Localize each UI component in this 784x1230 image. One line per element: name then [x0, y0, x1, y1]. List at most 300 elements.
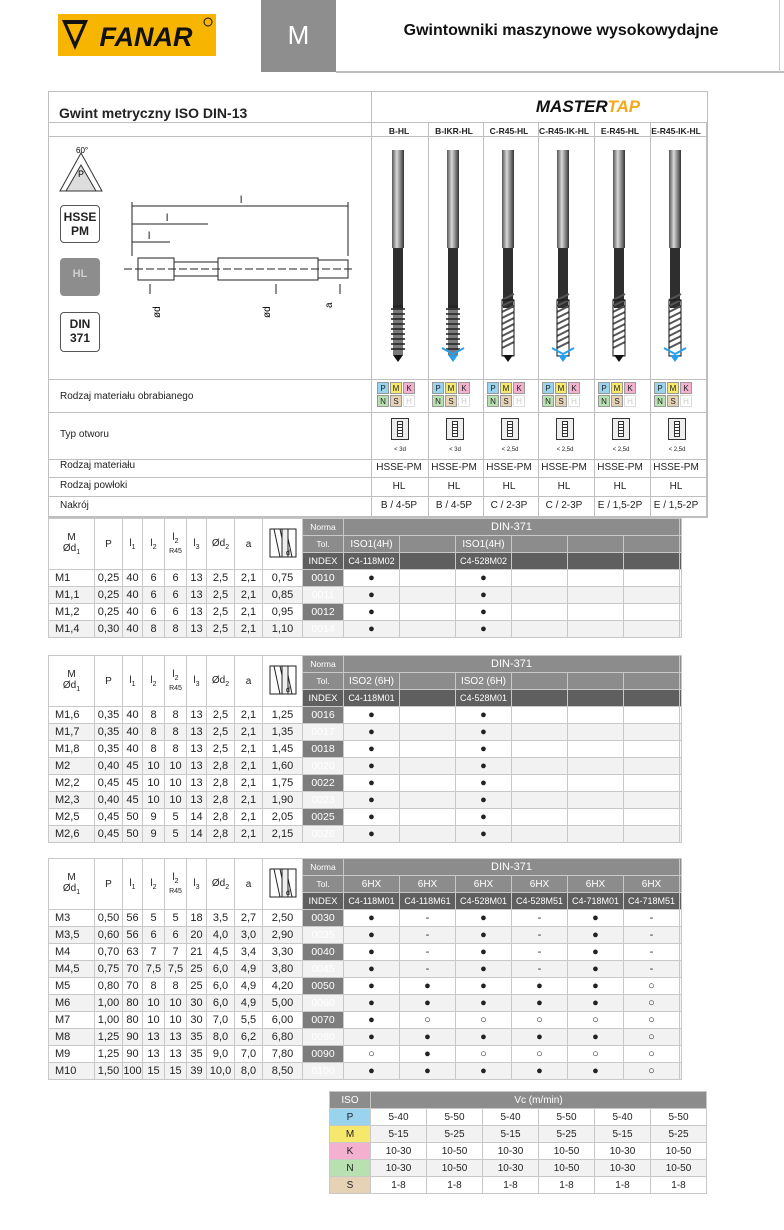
- table-cell: 2,8: [207, 826, 235, 843]
- vc-value-cell: 5-50: [427, 1109, 483, 1126]
- table-cell: 9: [143, 826, 165, 843]
- hole-thread-icon: [452, 421, 458, 437]
- index-value: [512, 690, 568, 707]
- table-row: [49, 621, 682, 638]
- table-cell: M9: [49, 1046, 95, 1063]
- index-value: [400, 690, 456, 707]
- material-h-badge: H: [624, 395, 636, 407]
- table-cell: 2,1: [235, 809, 263, 826]
- code-cell: 0017: [303, 724, 344, 741]
- spacer: [680, 604, 682, 621]
- table-cell: ●: [400, 1063, 456, 1080]
- table-cell: -: [624, 944, 680, 961]
- table-cell: 10,0: [207, 1063, 235, 1080]
- column-divider: [594, 122, 595, 517]
- table-cell: 0,40: [95, 758, 123, 775]
- cutting-speed-table: [329, 1091, 707, 1194]
- code-cell: 0010: [303, 570, 344, 587]
- row-divider: [48, 412, 708, 413]
- column-header-b-ikr-hl: B-IKR-HL: [435, 126, 473, 136]
- tap-image-b-hl: [383, 150, 413, 365]
- material-m-badge: M: [611, 382, 623, 394]
- table-cell: ●: [456, 961, 512, 978]
- material-k-badge: K: [513, 382, 525, 394]
- spacer: [680, 570, 682, 587]
- table-cell: 3,4: [235, 944, 263, 961]
- table-cell: 2,1: [235, 707, 263, 724]
- material-h-badge: H: [458, 395, 470, 407]
- table-cell: 6,80: [263, 1029, 303, 1046]
- table-cell: ●: [568, 995, 624, 1012]
- table-cell: 50: [123, 826, 143, 843]
- table-cell: 3,80: [263, 961, 303, 978]
- table-cell: ●: [568, 944, 624, 961]
- table-cell: 13: [187, 741, 207, 758]
- table-cell: ○: [624, 1029, 680, 1046]
- table-cell: 0,40: [95, 792, 123, 809]
- table-cell: 13: [165, 1029, 187, 1046]
- code-cell: 0050: [303, 978, 344, 995]
- table-cell: 4,20: [263, 978, 303, 995]
- table-cell: ●: [344, 724, 400, 741]
- table-cell: 7,5: [165, 961, 187, 978]
- spacer: [680, 690, 682, 707]
- table-cell: 0,35: [95, 707, 123, 724]
- material-p-badge: P: [432, 382, 444, 394]
- material-k-badge: K: [680, 382, 692, 394]
- table-cell: ●: [344, 1063, 400, 1080]
- material-k-badge: K: [403, 382, 415, 394]
- table-cell: 13: [187, 707, 207, 724]
- table-cell: ○: [624, 1046, 680, 1063]
- hole-type-icon: [446, 418, 464, 440]
- column-header-e-r45-ik-hl: E-R45-IK-HL: [651, 126, 701, 136]
- material-s-badge: S: [667, 395, 679, 407]
- tolerance-value: [568, 536, 624, 553]
- chamfer-value: C / 2-3P: [545, 500, 583, 511]
- thread-angle-icon: [56, 143, 106, 195]
- table-cell: ●: [568, 910, 624, 927]
- table-cell: M1,4: [49, 621, 95, 638]
- table-cell: [512, 621, 568, 638]
- tolerance-value: [512, 673, 568, 690]
- table-cell: ○: [344, 1046, 400, 1063]
- table-cell: 40: [123, 587, 143, 604]
- spacer: [680, 673, 682, 690]
- table-cell: ○: [624, 995, 680, 1012]
- table-cell: [512, 775, 568, 792]
- svg-text:60°: 60°: [76, 146, 89, 155]
- table-cell: 0,45: [95, 775, 123, 792]
- table-cell: 6: [143, 587, 165, 604]
- table-row: [49, 1063, 682, 1080]
- table-row: [49, 724, 682, 741]
- spacer: [680, 927, 682, 944]
- coating-value: HL: [669, 481, 683, 492]
- table-cell: -: [400, 910, 456, 927]
- table-cell: ●: [456, 995, 512, 1012]
- hole-depth-label: < 3d: [449, 447, 461, 453]
- table-cell: 13: [187, 792, 207, 809]
- svg-text:FANAR: FANAR: [99, 22, 193, 52]
- table-cell: 30: [187, 995, 207, 1012]
- table-row: [49, 570, 682, 587]
- table-cell: 0,30: [95, 621, 123, 638]
- table-cell: 50: [123, 809, 143, 826]
- table-cell: 63: [123, 944, 143, 961]
- table-cell: 8: [165, 707, 187, 724]
- d2-header: $Ød_2$: [207, 519, 235, 570]
- material-s-badge: S: [390, 395, 402, 407]
- table-cell: 40: [123, 604, 143, 621]
- vc-row: [330, 1177, 707, 1194]
- chamfer-row-label: Nakrój: [60, 500, 89, 511]
- table-cell: 2,90: [263, 927, 303, 944]
- table-cell: [512, 758, 568, 775]
- table-cell: ●: [400, 995, 456, 1012]
- svg-text:P: P: [78, 169, 85, 179]
- table-cell: ●: [344, 809, 400, 826]
- coating-value: HL: [502, 481, 516, 492]
- table-cell: [568, 792, 624, 809]
- table-cell: ●: [456, 707, 512, 724]
- iso-header: ISO: [330, 1092, 371, 1109]
- table-cell: ●: [344, 995, 400, 1012]
- table-cell: 5: [165, 809, 187, 826]
- table-cell: 6: [143, 927, 165, 944]
- column-header-e-r45-hl: E-R45-HL: [600, 126, 640, 136]
- table-cell: ○: [456, 1012, 512, 1029]
- table-cell: 2,1: [235, 621, 263, 638]
- spacer: [680, 707, 682, 724]
- vc-value-cell: 10-30: [483, 1143, 539, 1160]
- table-cell: 1,25: [95, 1029, 123, 1046]
- table-cell: [400, 621, 456, 638]
- tolerance-value: 6HX: [624, 876, 680, 893]
- index-value: C4-528M02: [456, 553, 512, 570]
- material-k-badge: K: [458, 382, 470, 394]
- svg-text:d: d: [285, 686, 290, 694]
- hole-type-icon: [668, 418, 686, 440]
- vc-row: [330, 1109, 707, 1126]
- table-cell: 45: [123, 792, 143, 809]
- norma-value: DIN-371: [344, 519, 680, 536]
- code-cell: 0090: [303, 1046, 344, 1063]
- m-d1-header: M $Ød_1$: [49, 859, 95, 910]
- norma-value: DIN-371: [344, 656, 680, 673]
- code-cell: 0030: [303, 910, 344, 927]
- tap-dimension-drawing: [120, 194, 352, 324]
- column-header-c-r45-ik-hl: C-R45-IK-HL: [538, 126, 590, 136]
- spacer: [680, 826, 682, 843]
- table-cell: [400, 741, 456, 758]
- table-cell: 2,1: [235, 758, 263, 775]
- vc-value-cell: 10-50: [427, 1143, 483, 1160]
- tool-material-row-label: Rodzaj materiału: [60, 460, 136, 471]
- coating-value: HL: [392, 481, 406, 492]
- table-cell: 8: [143, 978, 165, 995]
- table-cell: 5: [143, 910, 165, 927]
- table-cell: 39: [187, 1063, 207, 1080]
- tolerance-value: [400, 536, 456, 553]
- table-cell: 8,0: [207, 1029, 235, 1046]
- vc-value-cell: 1-8: [539, 1177, 595, 1194]
- table-cell: 6: [165, 604, 187, 621]
- table-cell: [568, 826, 624, 843]
- table-cell: 0,95: [263, 604, 303, 621]
- coating-value: HL: [447, 481, 461, 492]
- table-cell: 0,45: [95, 809, 123, 826]
- table-cell: 2,1: [235, 826, 263, 843]
- tolerance-value: 6HX: [400, 876, 456, 893]
- table-cell: 70: [123, 978, 143, 995]
- table-cell: ●: [456, 621, 512, 638]
- table-cell: 13: [187, 758, 207, 775]
- table-cell: 6: [165, 570, 187, 587]
- table-cell: 6,00: [263, 1012, 303, 1029]
- table-cell: ●: [344, 775, 400, 792]
- material-n-badge: N: [654, 395, 666, 407]
- index-label: INDEX: [303, 690, 344, 707]
- table-cell: 2,5: [207, 707, 235, 724]
- table-cell: 8: [165, 621, 187, 638]
- table-cell: [512, 707, 568, 724]
- spacer: [680, 961, 682, 978]
- table-cell: M4: [49, 944, 95, 961]
- index-value: C4-718M51: [624, 893, 680, 910]
- row-divider: [48, 496, 708, 497]
- vc-value-cell: 10-50: [539, 1160, 595, 1177]
- table-cell: 6: [143, 604, 165, 621]
- table-cell: 2,5: [207, 724, 235, 741]
- table-cell: 10: [165, 1012, 187, 1029]
- table-cell: 4,9: [235, 961, 263, 978]
- table-cell: 10: [143, 775, 165, 792]
- table-cell: 6,0: [207, 978, 235, 995]
- svg-text:l: l: [240, 195, 243, 206]
- tolerance-value: ISO2 (6H): [344, 673, 400, 690]
- table-cell: ●: [400, 1046, 456, 1063]
- table-cell: [400, 604, 456, 621]
- table-cell: M2: [49, 758, 95, 775]
- column-divider: [706, 122, 707, 517]
- table-row: [49, 809, 682, 826]
- table-cell: 0,25: [95, 570, 123, 587]
- table-cell: 45: [123, 758, 143, 775]
- table-cell: 8: [165, 724, 187, 741]
- spacer: [680, 775, 682, 792]
- p-header: P: [95, 519, 123, 570]
- table-cell: ●: [568, 1063, 624, 1080]
- table-cell: 2,5: [207, 604, 235, 621]
- vc-value-cell: 10-50: [651, 1160, 707, 1177]
- table-cell: [624, 570, 680, 587]
- table-cell: -: [512, 944, 568, 961]
- table-row: [49, 1012, 682, 1029]
- table-cell: 25: [187, 978, 207, 995]
- d2-header: $Ød_2$: [207, 656, 235, 707]
- p-header: P: [95, 656, 123, 707]
- column-divider: [483, 122, 484, 517]
- table-cell: [624, 707, 680, 724]
- l2-header: $l_2$: [143, 519, 165, 570]
- table-cell: M2,6: [49, 826, 95, 843]
- table-cell: M2,2: [49, 775, 95, 792]
- material-m-badge: M: [555, 382, 567, 394]
- tolerance-value: [512, 536, 568, 553]
- table-row: [49, 1029, 682, 1046]
- l2-header: $l_2$: [143, 859, 165, 910]
- material-n-badge: N: [598, 395, 610, 407]
- vc-value-cell: 1-8: [595, 1177, 651, 1194]
- svg-text:l: l: [148, 231, 151, 242]
- spacer: [680, 876, 682, 893]
- table-cell: 13: [187, 621, 207, 638]
- material-icons-b-hl: [377, 382, 421, 410]
- svg-text:ød: ød: [152, 306, 163, 318]
- table-cell: 0,35: [95, 741, 123, 758]
- table-cell: 2,8: [207, 792, 235, 809]
- table-cell: ●: [344, 1029, 400, 1046]
- table-cell: [512, 587, 568, 604]
- table-cell: 1,60: [263, 758, 303, 775]
- spacer: [680, 944, 682, 961]
- spacer: [680, 1046, 682, 1063]
- d2-header: $Ød_2$: [207, 859, 235, 910]
- table-cell: 1,25: [95, 1046, 123, 1063]
- table-cell: 1,50: [95, 1063, 123, 1080]
- table-row: [49, 604, 682, 621]
- table-cell: [624, 604, 680, 621]
- hole-depth-label: < 2,5d: [556, 447, 574, 453]
- table-cell: [512, 826, 568, 843]
- index-value: [512, 553, 568, 570]
- material-h-badge: H: [568, 395, 580, 407]
- table-cell: ○: [512, 1012, 568, 1029]
- table-cell: 10: [143, 792, 165, 809]
- table-cell: ○: [624, 978, 680, 995]
- column-divider: [371, 91, 372, 122]
- table-cell: 0,80: [95, 978, 123, 995]
- row-divider: [48, 459, 708, 460]
- table-row: [49, 707, 682, 724]
- table-cell: ●: [344, 741, 400, 758]
- table-cell: 2,15: [263, 826, 303, 843]
- table-cell: [624, 826, 680, 843]
- table-cell: [400, 570, 456, 587]
- hole-depth-label: < 2,5d: [612, 447, 630, 453]
- hole-depth-label: < 2,5d: [668, 447, 686, 453]
- table-cell: ●: [512, 1029, 568, 1046]
- table-cell: 10: [165, 792, 187, 809]
- code-cell: 0035: [303, 927, 344, 944]
- table-cell: 4,9: [235, 995, 263, 1012]
- table-cell: 21: [187, 944, 207, 961]
- table-cell: [400, 724, 456, 741]
- l1-header: $l_1$: [123, 656, 143, 707]
- material-h-badge: H: [680, 395, 692, 407]
- hole-type-icon: [612, 418, 630, 440]
- vc-value-cell: 10-30: [483, 1160, 539, 1177]
- m-d1-header: M $Ød_1$: [49, 656, 95, 707]
- column-divider: [650, 122, 651, 517]
- table-cell: 0,60: [95, 927, 123, 944]
- iso-group-cell: K: [330, 1143, 371, 1160]
- drill-icon: [263, 519, 303, 570]
- header-divider: [336, 71, 784, 73]
- table-cell: 6,0: [207, 961, 235, 978]
- coating-value: HL: [613, 481, 627, 492]
- table-cell: 6,2: [235, 1029, 263, 1046]
- index-value: C4-528M51: [512, 893, 568, 910]
- vc-value-cell: 5-15: [595, 1126, 651, 1143]
- tool-material-value: HSSE-PM: [431, 462, 477, 473]
- table-cell: 0,75: [95, 961, 123, 978]
- table-cell: -: [624, 927, 680, 944]
- chamfer-value: B / 4-5P: [380, 500, 418, 511]
- table-cell: 80: [123, 995, 143, 1012]
- tap-image-c-r45-hl: [493, 150, 523, 365]
- table-cell: ●: [456, 775, 512, 792]
- table-cell: 6: [165, 927, 187, 944]
- size-table-2: [48, 655, 682, 843]
- vc-value-cell: 5-25: [539, 1126, 595, 1143]
- table-cell: 5,5: [235, 1012, 263, 1029]
- table-row: [49, 741, 682, 758]
- table-cell: M1,1: [49, 587, 95, 604]
- code-cell: 0011: [303, 587, 344, 604]
- table-cell: 10: [143, 1012, 165, 1029]
- material-k-badge: K: [568, 382, 580, 394]
- table-cell: M1,7: [49, 724, 95, 741]
- table-cell: M7: [49, 1012, 95, 1029]
- vc-row: [330, 1143, 707, 1160]
- table-cell: [568, 758, 624, 775]
- table-cell: [512, 604, 568, 621]
- table-cell: ●: [568, 961, 624, 978]
- tolerance-value: [624, 673, 680, 690]
- chamfer-value: C / 2-3P: [490, 500, 528, 511]
- hole-thread-icon: [507, 421, 513, 437]
- spacer: [680, 910, 682, 927]
- table-row: [49, 792, 682, 809]
- tolerance-value: ISO2 (6H): [456, 673, 512, 690]
- table-cell: ●: [344, 587, 400, 604]
- table-row: [49, 927, 682, 944]
- table-cell: ●: [456, 809, 512, 826]
- table-cell: 0,25: [95, 587, 123, 604]
- table-cell: 0,35: [95, 724, 123, 741]
- table-cell: 2,5: [207, 570, 235, 587]
- table-row: [49, 587, 682, 604]
- tap-image-c-r45-ik-hl: [548, 150, 578, 365]
- material-icons-b-ikr-hl: [432, 382, 476, 410]
- material-m-badge: M: [445, 382, 457, 394]
- table-cell: ●: [568, 1029, 624, 1046]
- page-title: Gwintowniki maszynowe wysokowydajne: [403, 22, 719, 39]
- spacer: [680, 656, 682, 673]
- table-cell: -: [400, 944, 456, 961]
- table-cell: 45: [123, 775, 143, 792]
- table-cell: [624, 758, 680, 775]
- table-cell: 1,35: [263, 724, 303, 741]
- table-cell: ●: [568, 978, 624, 995]
- table-cell: ●: [568, 927, 624, 944]
- material-k-badge: K: [624, 382, 636, 394]
- vc-value-cell: 5-40: [483, 1109, 539, 1126]
- table-cell: 5,00: [263, 995, 303, 1012]
- table-cell: ●: [344, 792, 400, 809]
